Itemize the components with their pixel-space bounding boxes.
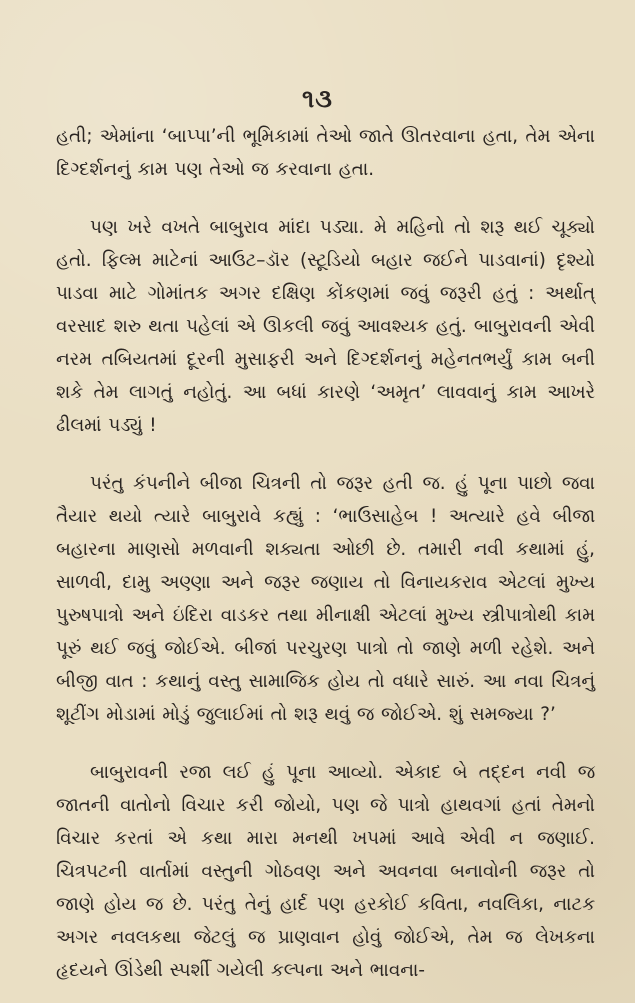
page-number: ૧૩ <box>302 84 333 113</box>
paragraph-3: પરંતુ કંપનીને બીજા ચિત્રની તો જરૂર હતી જ. હું પૂના પાછો જવા તૈયાર થયો ત્યારે બાબુરાવે કહ્યું : ‘ભાઉસાહેબ ! અત્યારે હવે બીજા બહારના માણસો મળવાની શક્યતા ઓછી છે. તમારી નવી કથામાં હું, સાળવી, દામુ અણ્ણા અને જરૂર જણાય તો વિનાયકરાવ એટલાં મુખ્ય પુરુષપાત્રો અને ઇંદિરા વાડકર તથા મીનાક્ષી એટલાં મુખ્ય સ્ત્રીપાત્રોથી કામ પૂરું થઈ જવું જોઈએ. બીજાં પરચુરણ પાત્રો તો જાણે મળી રહેશે. અને બીજી વાત : કથાનું વસ્તુ સામાજિક હોય તો વધારે સારું. આ નવા ચિત્રનું શૂટીંગ મોડામાં મોડું જુલાઈમાં તો શરૂ થવું જ જોઈએ. શું સમજ્યા ?’ <box>56 473 595 725</box>
paragraph-1: હતી; એમાંના ‘બાપ્પા’ની ભૂમિકામાં તેઓ જાતે ઊતરવાના હતા, તેમ એના દિગ્દર્શનનું કામ પણ તેઓ જ કરવાના હતા. <box>56 126 595 180</box>
body-text <box>56 120 595 987</box>
paragraph-4: બાબુરાવની રજા લઈ હું પૂના આવ્યો. એકાદ બે તદ્દન નવી જ જાતની વાતોનો વિચાર કરી જોયો, પણ જે પાત્રો હાથવગાં હતાં તેમનો વિચાર કરતાં એ કથા મારા મનથી ખપમાં આવે એવી ન જણાઈ. ચિત્રપટની વાર્તામાં વસ્તુની ગોઠવણ અને અવનવા બનાવોની જરૂર તો જાણે હોય જ છે. પરંતુ તેનું હાર્દ પણ હરકોઈ કવિતા, નવલિકા, નાટક અગર નવલકથા જેટલું જ પ્રાણવાન હોવું જોઈએ, તેમ જ લેખકના હૃદયને ઊંડેથી સ્પર્શી ગયેલી કલ્પના અને ભાવના- <box>56 762 595 981</box>
paragraph-2: પણ ખરે વખતે બાબુરાવ માંદા પડ્યા. મે મહિનો તો શરૂ થઈ ચૂક્યો હતો. ફિલ્મ માટેનાં આઉટ–ડૉર (સ્ટૂડિયો બહાર જઈને પાડવાનાં) દૃશ્યો પાડવા માટે ગોમાંતક અગર દક્ષિણ કોંકણમાં જવું જરૂરી હતું : અર્થાત્ વરસાદ શરુ થતા પહેલાં એ ઊકલી જવું આવશ્યક હતું. બાબુરાવની એવી નરમ તબિયતમાં દૂરની મુસાફરી અને દિગ્દર્શનનું મહેનતભર્યું કામ બની શકે તેમ લાગતું નહોતું. આ બધાં કારણે ‘અમૃત’ લાવવાનું કામ આખરે ઢીલમાં પડ્યું ! <box>56 217 595 436</box>
